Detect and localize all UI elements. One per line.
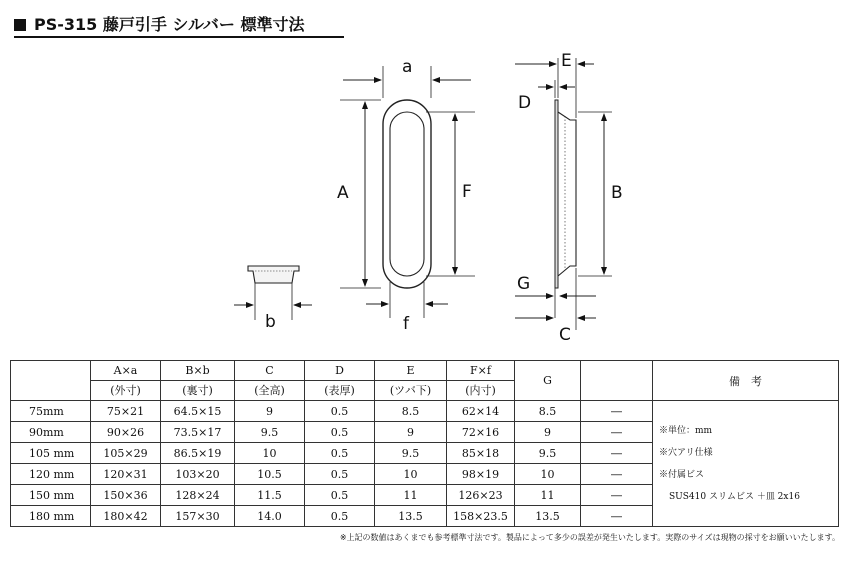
cell-C: 10 bbox=[235, 443, 305, 464]
cell-E: 9 bbox=[375, 422, 447, 443]
cell-G: 10 bbox=[515, 464, 581, 485]
cell-C: 9.5 bbox=[235, 422, 305, 443]
cell-Ff: 98×19 bbox=[447, 464, 515, 485]
cell-dash: ― bbox=[581, 443, 653, 464]
cell-E: 8.5 bbox=[375, 401, 447, 422]
label-a: a bbox=[402, 57, 413, 77]
header-blank bbox=[581, 361, 653, 401]
header-Aa: A×a bbox=[91, 361, 161, 381]
cell-Ff: 158×23.5 bbox=[447, 506, 515, 527]
front-view bbox=[340, 66, 475, 318]
row-size: 120 mm bbox=[11, 464, 91, 485]
row-size: 150 mm bbox=[11, 485, 91, 506]
cell-G: 9.5 bbox=[515, 443, 581, 464]
cell-Bb: 157×30 bbox=[161, 506, 235, 527]
subheader-C: (全高) bbox=[235, 381, 305, 401]
footnote: ※上記の数値はあくまでも参考標準寸法です。製品によって多少の誤差が発生いたします。実際のサイズは現物の採寸をお願いいたします。 bbox=[339, 533, 840, 542]
row-size: 90mm bbox=[11, 422, 91, 443]
cell-Aa: 180×42 bbox=[91, 506, 161, 527]
cell-G: 11 bbox=[515, 485, 581, 506]
label-E: E bbox=[561, 51, 572, 71]
cell-C: 14.0 bbox=[235, 506, 305, 527]
cell-C: 10.5 bbox=[235, 464, 305, 485]
header-D: D bbox=[305, 361, 375, 381]
header-Bb: B×b bbox=[161, 361, 235, 381]
cell-Aa: 75×21 bbox=[91, 401, 161, 422]
label-D: D bbox=[518, 93, 532, 113]
cell-Bb: 73.5×17 bbox=[161, 422, 235, 443]
size-header-cell bbox=[11, 361, 91, 401]
remark-unit: ※単位：mm bbox=[659, 425, 713, 436]
cell-Ff: 62×14 bbox=[447, 401, 515, 422]
cell-Bb: 103×20 bbox=[161, 464, 235, 485]
cell-dash: ― bbox=[581, 422, 653, 443]
cell-G: 8.5 bbox=[515, 401, 581, 422]
cell-E: 13.5 bbox=[375, 506, 447, 527]
cell-Ff: 126×23 bbox=[447, 485, 515, 506]
cell-D: 0.5 bbox=[305, 506, 375, 527]
row-size: 105 mm bbox=[11, 443, 91, 464]
row-size: 180 mm bbox=[11, 506, 91, 527]
label-B: B bbox=[611, 183, 623, 203]
cell-dash: ― bbox=[581, 506, 653, 527]
cell-D: 0.5 bbox=[305, 443, 375, 464]
cell-C: 11.5 bbox=[235, 485, 305, 506]
subheader-Bb: (裏寸) bbox=[161, 381, 235, 401]
header-remarks: 備 考 bbox=[653, 361, 839, 401]
subheader-Ff: (内寸) bbox=[447, 381, 515, 401]
cell-C: 9 bbox=[235, 401, 305, 422]
row-size: 75mm bbox=[11, 401, 91, 422]
subheader-D: (表厚) bbox=[305, 381, 375, 401]
cell-E: 9.5 bbox=[375, 443, 447, 464]
title-text: PS-315 藤戸引手 シルバー 標準寸法 bbox=[34, 15, 305, 34]
label-A: A bbox=[337, 183, 349, 203]
header-C: C bbox=[235, 361, 305, 381]
cell-Ff: 72×16 bbox=[447, 422, 515, 443]
spec-table bbox=[10, 360, 839, 527]
subheader-Aa: (外寸) bbox=[91, 381, 161, 401]
remark-screws: ※付属ビス bbox=[659, 469, 705, 480]
cell-E: 10 bbox=[375, 464, 447, 485]
cell-Aa: 105×29 bbox=[91, 443, 161, 464]
cell-G: 9 bbox=[515, 422, 581, 443]
cell-dash: ― bbox=[581, 401, 653, 422]
cell-E: 11 bbox=[375, 485, 447, 506]
cell-dash: ― bbox=[581, 464, 653, 485]
header-row-1 bbox=[11, 361, 839, 381]
header-E: E bbox=[375, 361, 447, 381]
label-b: b bbox=[265, 312, 276, 332]
cell-D: 0.5 bbox=[305, 485, 375, 506]
cell-dash: ― bbox=[581, 485, 653, 506]
cell-Aa: 90×26 bbox=[91, 422, 161, 443]
cell-Aa: 150×36 bbox=[91, 485, 161, 506]
label-C: C bbox=[559, 325, 571, 345]
table-row bbox=[11, 401, 839, 422]
cell-Bb: 86.5×19 bbox=[161, 443, 235, 464]
label-f: f bbox=[403, 314, 409, 334]
cell-Aa: 120×31 bbox=[91, 464, 161, 485]
cell-D: 0.5 bbox=[305, 422, 375, 443]
header-Ff: F×f bbox=[447, 361, 515, 381]
label-G: G bbox=[517, 274, 531, 294]
subheader-E: (ツバ下) bbox=[375, 381, 447, 401]
label-F: F bbox=[462, 182, 472, 202]
cell-D: 0.5 bbox=[305, 464, 375, 485]
cell-Bb: 64.5×15 bbox=[161, 401, 235, 422]
inner-outline bbox=[390, 112, 424, 276]
remarks-cell bbox=[653, 401, 839, 527]
cell-G: 13.5 bbox=[515, 506, 581, 527]
header-G: G bbox=[515, 361, 581, 401]
cell-D: 0.5 bbox=[305, 401, 375, 422]
remark-holes: ※穴アリ仕様 bbox=[659, 447, 713, 458]
cell-Bb: 128×24 bbox=[161, 485, 235, 506]
cell-Ff: 85×18 bbox=[447, 443, 515, 464]
remark-screw-spec: SUS410 スリムビス ＋皿 2x16 bbox=[669, 491, 800, 502]
